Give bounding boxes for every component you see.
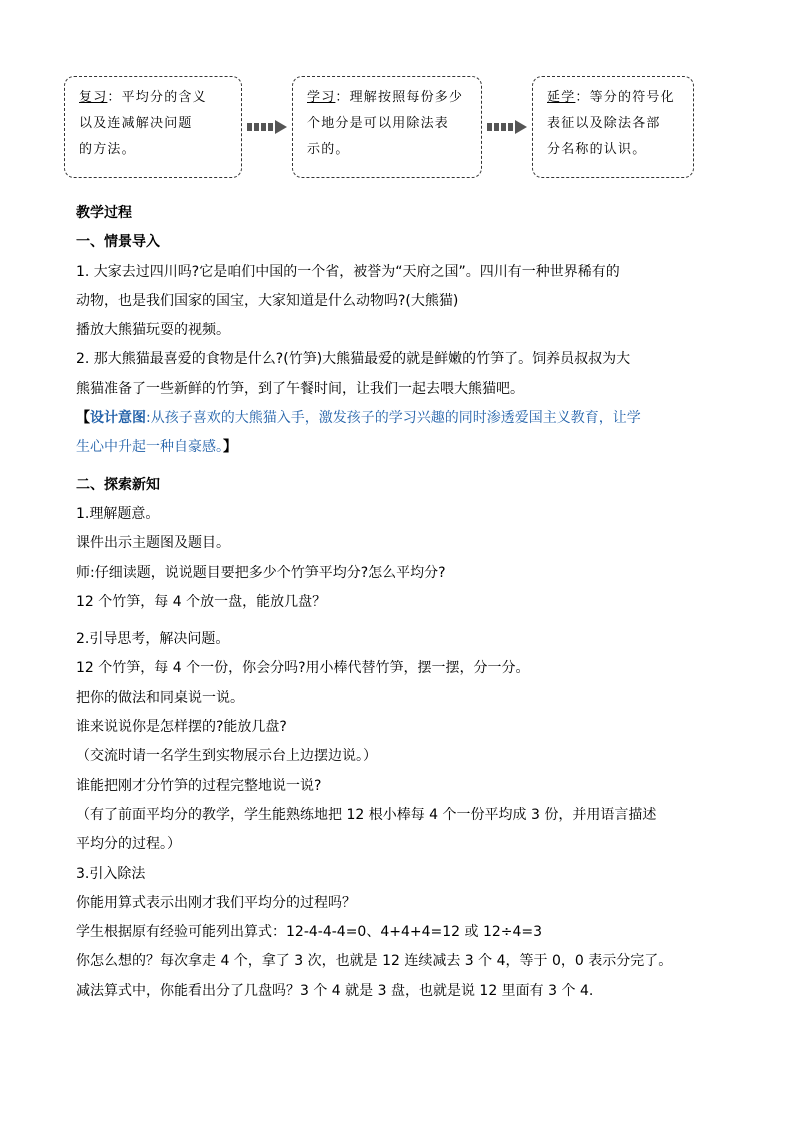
section-heading-explore: 二、探索新知 <box>76 476 160 493</box>
arrow-right-icon <box>487 120 527 134</box>
design-intent <box>76 404 756 433</box>
learn-line1-text: ：理解按照每份多少 <box>335 90 464 105</box>
paragraph: 3.引入除法 <box>76 865 146 882</box>
learn-box-line1 <box>307 90 463 105</box>
bracket-open: 【 <box>76 410 90 427</box>
design-intent-label: 设计意图 <box>90 410 146 427</box>
paragraph: 12 个竹笋，每 4 个放一盘，能放几盘？ <box>76 593 327 610</box>
paragraph: 1. 大家去过四川吗?它是咱们中国的一个省，被誉为“天府之国”。四川有一种世界稀有的 <box>76 263 620 280</box>
arrow-right-icon <box>247 120 287 134</box>
paragraph: 学生根据原有经验可能列出算式：12-4-4-4=0、4+4+4=12 或 12÷4=3 <box>76 924 543 941</box>
paragraph: 课件出示主题图及题目。 <box>76 535 230 552</box>
review-box-line2: 以及连减解决问题 <box>79 116 193 131</box>
paragraph: （交流时请一名学生到实物展示台上边摆边说。） <box>76 748 377 765</box>
paragraph: 师:仔细读题，说说题目要把多少个竹笋平均分?怎么平均分? <box>76 564 446 581</box>
paragraph: 平均分的过程。） <box>76 836 181 853</box>
extend-key: 延学 <box>547 90 576 105</box>
paragraph: 你能用算式表示出刚才我们平均分的过程吗？ <box>76 894 356 911</box>
design-intent-text: :从孩子喜欢的大熊猫入手，激发孩子的学习兴趣的同时渗透爱国主义教育，让学 <box>146 410 641 427</box>
bracket-close: 】 <box>223 439 237 456</box>
paragraph: 播放大熊猫玩耍的视频。 <box>76 322 230 339</box>
paragraph: 谁来说说你是怎样摆的?能放几盘? <box>76 719 287 736</box>
paragraph: 你怎么想的？每次拿走 4 个，拿了 3 次，也就是 12 连续减去 3 个 4，等于 0，0 表示分完了。 <box>76 953 673 970</box>
paragraph: 动物，也是我们国家的国宝，大家知道是什么动物吗?(大熊猫) <box>76 292 459 309</box>
paragraph: 12 个竹笋，每 4 个一份，你会分吗?用小棒代替竹笋，摆一摆，分一分。 <box>76 660 530 677</box>
extend-line1-text: ：等分的符号化 <box>575 90 675 105</box>
extend-box-line2: 表征以及除法各部 <box>547 116 661 131</box>
design-intent-text-2: 生心中升起一种自豪感。 <box>76 439 223 456</box>
review-box <box>64 76 242 178</box>
review-box-line3: 的方法。 <box>79 142 136 157</box>
review-key: 复习 <box>79 90 108 105</box>
paragraph: 谁能把刚才分竹笋的过程完整地说一说? <box>76 777 322 794</box>
paragraph: 2. 那大熊猫最喜爱的食物是什么?(竹笋)大熊猫最爱的就是鲜嫩的竹笋了。饲养员叔叔为大 <box>76 351 631 368</box>
paragraph: 减法算式中，你能看出分了几盘吗？3 个 4 就是 3 盘，也就是说 12 里面有 3 个 4. <box>76 982 594 999</box>
page-title: 教学过程 <box>76 205 132 221</box>
paragraph: 把你的做法和同桌说一说。 <box>76 689 244 706</box>
paragraph: 1.理解题意。 <box>76 505 160 522</box>
learn-box-line3: 示的。 <box>307 142 350 157</box>
extend-box-line1 <box>547 90 675 105</box>
learn-box-line2: 个地分是可以用除法表 <box>307 116 450 131</box>
learn-key: 学习 <box>307 90 336 105</box>
learn-box <box>292 76 482 178</box>
paragraph: 熊猫准备了一些新鲜的竹笋，到了午餐时间，让我们一起去喂大熊猫吧。 <box>76 380 524 397</box>
paragraph: （有了前面平均分的教学，学生能熟练地把 12 根小棒每 4 个一份平均成 3 份，并用语言描述 <box>76 806 657 823</box>
extend-box <box>532 76 694 178</box>
lesson-content <box>76 199 756 1006</box>
review-line1-text: ：平均分的含义 <box>107 90 207 105</box>
flow-diagram <box>64 76 694 180</box>
design-intent-cont <box>76 433 756 462</box>
extend-box-line3: 分名称的认识。 <box>547 142 647 157</box>
paragraph: 2.引导思考，解决问题。 <box>76 631 230 648</box>
review-box-line1 <box>79 90 207 105</box>
section-heading-intro: 一、情景导入 <box>76 234 160 251</box>
